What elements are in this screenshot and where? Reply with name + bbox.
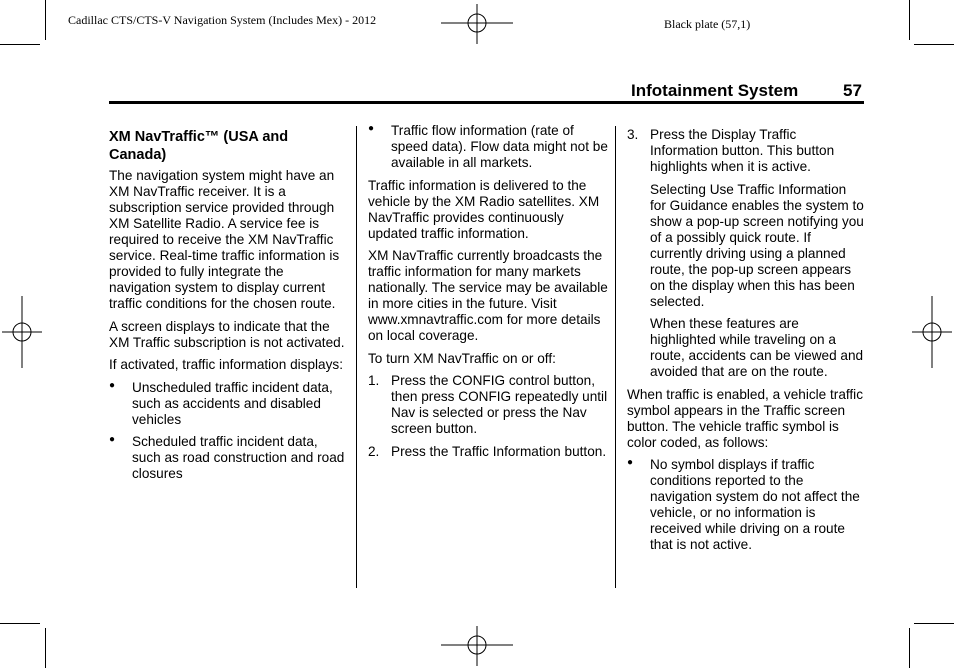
- crop-mark-bottom-right-h: [914, 623, 954, 624]
- step-number: 3.: [627, 127, 639, 142]
- paragraph: Traffic information is delivered to the vehicle by the XM Radio satellites. XM NavTraffic provides continuously updated traffic information.: [368, 177, 600, 241]
- paragraph: The navigation system might have an XM NavTraffic receiver. It is a subscription service provided through XM Satellite Radio. A service fee is required to receive the XM NavTraffic service. Real-time traffic information is provided to fully integrate the navigation system to display current traffic conditions for the chosen route.: [109, 168, 340, 311]
- step-detail: When these features are highlighted while traveling on a route, accidents can be viewed and avoided that are on the route.: [650, 316, 864, 379]
- list-item: [627, 457, 865, 553]
- paragraph: When traffic is enabled, a vehicle traffic symbol appears in the Traffic screen button. The vehicle traffic symbol is color coded, as follows:: [627, 386, 863, 450]
- crop-mark-bottom-left-h: [0, 623, 40, 624]
- step-number: 1.: [368, 373, 380, 388]
- header-rule: [109, 101, 864, 104]
- crop-mark-top-right-v: [909, 0, 910, 40]
- paragraph: A screen displays to indicate that the XM Traffic subscription is not activated.: [109, 318, 345, 350]
- list-item-text: No symbol displays if traffic conditions reported to the navigation system do not affect the vehicle, or no information is received while driving on a route that is not active.: [650, 457, 860, 552]
- list-item-text: Traffic flow information (rate of speed data). Flow data might not be available in all markets.: [391, 123, 608, 170]
- step-item: [368, 373, 608, 437]
- paragraph: To turn XM NavTraffic on or off:: [368, 350, 556, 366]
- bullet-icon: ●: [368, 123, 375, 134]
- column-2: [368, 123, 608, 466]
- registration-mark-right-icon: [912, 296, 952, 368]
- step-text: Press the Display Traffic Information button. This button highlights when it is active.: [650, 127, 835, 174]
- list-item-text: Scheduled traffic incident data, such as road construction and road closures: [132, 434, 345, 481]
- registration-mark-bottom-icon: [441, 626, 513, 666]
- bullet-icon: ●: [109, 434, 116, 445]
- registration-mark-top-icon: [441, 4, 513, 44]
- section-title: Infotainment System: [631, 81, 799, 100]
- document-title: Cadillac CTS/CTS-V Navigation System (Includes Mex) - 2012: [68, 13, 377, 27]
- paragraph: If activated, traffic information displays:: [109, 357, 343, 372]
- column-1: [109, 128, 347, 489]
- step-detail: Selecting Use Traffic Information for Guidance enables the system to show a pop-up screen notifying you of a possibly quick route. If currently driving using a planned route, the pop-up screen appears on the display when this has been selected.: [650, 181, 864, 309]
- crop-mark-top-left-h: [0, 44, 40, 45]
- crop-mark-bottom-right-v: [909, 628, 910, 668]
- crop-mark-top-right-h: [914, 44, 954, 45]
- bullet-icon: ●: [627, 457, 634, 468]
- column-3: [627, 127, 865, 560]
- step-item: [627, 127, 865, 175]
- bullet-icon: ●: [109, 379, 116, 391]
- list-item: [368, 123, 608, 171]
- list-item: [109, 380, 347, 428]
- registration-mark-left-icon: [2, 296, 42, 368]
- plate-info: Black plate (57,1): [664, 17, 751, 31]
- step-text: Press the Traffic Information button.: [391, 443, 607, 459]
- paragraph: XM NavTraffic currently broadcasts the traffic information for many markets nationally. The service may be available in more cities in the future. Visit www.xmnavtraffic.com for more details on local coverage.: [368, 248, 608, 343]
- page-number: 57: [843, 81, 862, 100]
- step-text: Press the CONFIG control button, then press CONFIG repeatedly until Nav is selected or press the Nav screen button.: [391, 373, 608, 436]
- column-divider-1: [356, 126, 357, 588]
- column-divider-2: [615, 126, 616, 588]
- step-number: 2.: [368, 443, 380, 459]
- crop-mark-bottom-left-v: [45, 628, 46, 668]
- list-item: [109, 434, 347, 482]
- list-item-text: Unscheduled traffic incident data, such as accidents and disabled vehicles: [132, 379, 333, 427]
- step-item: [368, 444, 608, 460]
- heading-xm-navtraffic: XM NavTraffic™ (USA and Canada): [109, 129, 289, 163]
- crop-mark-top-left-v: [45, 0, 46, 40]
